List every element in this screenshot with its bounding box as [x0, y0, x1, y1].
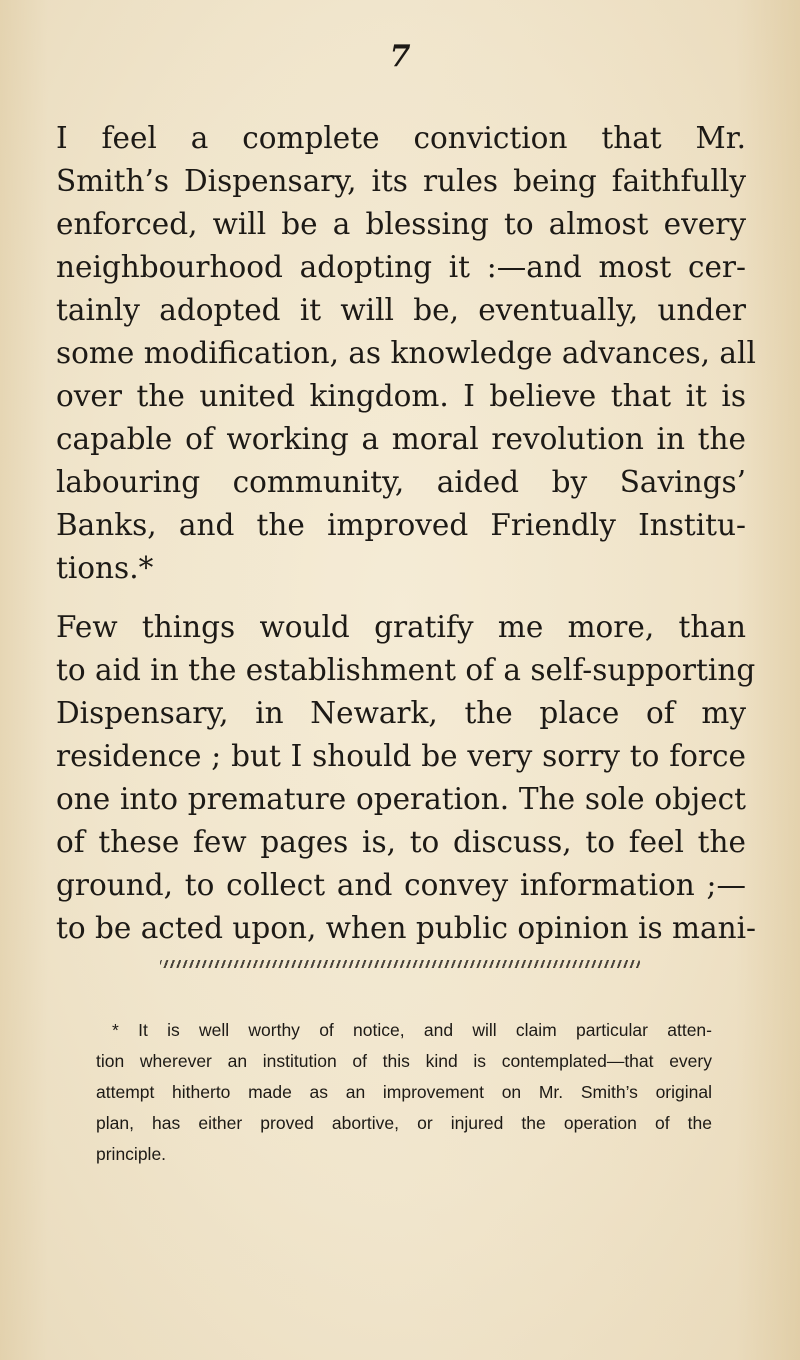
decorative-rule — [160, 960, 640, 968]
text-line: over the united kingdom. I believe that it is — [56, 379, 746, 413]
page-number: 7 — [389, 39, 411, 74]
text-line: I feel a complete conviction that Mr. — [56, 121, 746, 155]
text-line: of these few pages is, to discuss, to feel the — [56, 825, 746, 859]
text-line: residence ; but I should be very sorry to force — [56, 739, 746, 773]
footnote-line: principle. — [96, 1144, 167, 1164]
footnote-line: attempt hitherto made as an improvement on Mr. Smith’s original — [96, 1082, 712, 1102]
text-line: ground, to collect and convey information ;— — [56, 868, 746, 902]
text-line: Smith’s Dispensary, its rules being faithfully — [56, 164, 746, 198]
footnote-line: plan, has either proved abortive, or injured the operation of the — [96, 1113, 712, 1133]
text-line: capable of working a moral revolution in the — [56, 422, 746, 456]
text-line: Few things would gratify me more, than — [56, 610, 746, 644]
text-line: Banks, and the improved Friendly Institu- — [56, 508, 746, 542]
text-line: enforced, will be a blessing to almost every — [56, 207, 746, 241]
footnote-line: * It is well worthy of notice, and will claim particular atten- — [112, 1020, 712, 1040]
footnote-line: tion wherever an institution of this kind is contemplated—that every — [96, 1051, 712, 1071]
text-line: neighbourhood adopting it :—and most cer- — [56, 250, 746, 284]
text-line: one into premature operation. The sole object — [56, 782, 746, 816]
text-line: to aid in the establishment of a self-supporting — [56, 653, 756, 687]
text-line: Dispensary, in Newark, the place of my — [56, 696, 746, 730]
text-line: some modification, as knowledge advances, all — [56, 336, 756, 370]
text-line: tions.* — [56, 551, 154, 585]
text-line: to be acted upon, when public opinion is mani- — [56, 911, 756, 945]
text-line: tainly adopted it will be, eventually, under — [56, 293, 746, 327]
text-line: labouring community, aided by Savings’ — [56, 465, 746, 499]
